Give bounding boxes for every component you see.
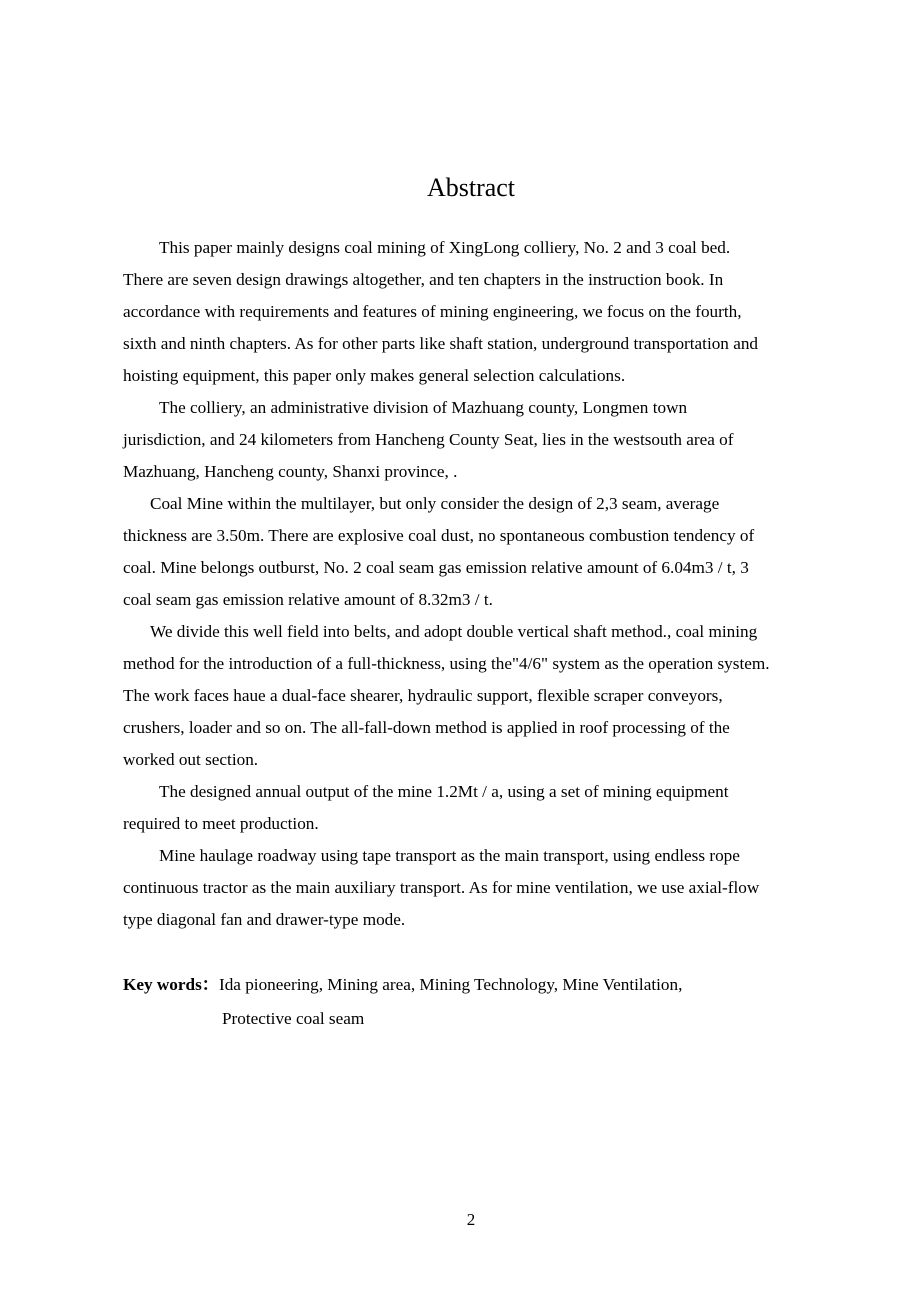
text-line: We divide this well field into belts, and adopt double vertical shaft method., coal mining — [150, 622, 758, 641]
text-line: type diagonal fan and drawer-type mode. — [123, 910, 406, 929]
text-line: coal seam gas emission relative amount of 8.32m3 / t. — [123, 590, 493, 609]
text-line: Mine haulage roadway using tape transport as the main transport, using endless rope — [159, 846, 740, 865]
abstract-body — [123, 232, 833, 936]
text-line: required to meet production. — [123, 814, 319, 833]
keywords-line-1: Ida pioneering, Mining area, Mining Technology, Mine Ventilation, — [218, 975, 683, 994]
text-line: The designed annual output of the mine 1.2Mt / a, using a set of mining equipment — [159, 782, 729, 801]
text-line: coal. Mine belongs outburst, No. 2 coal seam gas emission relative amount of 6.04m3 / t, 3 — [123, 558, 749, 577]
paragraph — [123, 840, 833, 936]
text-line: hoisting equipment, this paper only makes general selection calculations. — [123, 366, 626, 385]
text-line: thickness are 3.50m. There are explosive coal dust, no spontaneous combustion tendency of — [123, 526, 755, 545]
text-line: There are seven design drawings altogether, and ten chapters in the instruction book. In — [123, 270, 724, 289]
text-line: crushers, loader and so on. The all-fall-down method is applied in roof processing of the — [123, 718, 730, 737]
keywords-block — [123, 968, 843, 1036]
text-line: method for the introduction of a full-thickness, using the"4/6" system as the operation system. — [123, 654, 770, 673]
paragraph — [123, 392, 833, 488]
keywords-line-2: Protective coal seam — [222, 1009, 365, 1028]
paragraph — [123, 232, 833, 392]
keywords-label: Key words： — [123, 975, 219, 994]
text-line: Mazhuang, Hancheng county, Shanxi province, . — [123, 462, 458, 481]
paragraph — [123, 776, 833, 840]
text-line: worked out section. — [123, 750, 259, 769]
text-line: jurisdiction, and 24 kilometers from Hancheng County Seat, lies in the westsouth area of — [123, 430, 734, 449]
text-line: continuous tractor as the main auxiliary transport. As for mine ventilation, we use axial-flow — [123, 878, 760, 897]
paragraph — [123, 616, 833, 776]
text-line: This paper mainly designs coal mining of XingLong colliery, No. 2 and 3 coal bed. — [159, 238, 731, 257]
text-line: The work faces haue a dual-face shearer, hydraulic support, flexible scraper conveyors, — [123, 686, 723, 705]
paragraph — [123, 488, 833, 616]
text-line: accordance with requirements and features of mining engineering, we focus on the fourth, — [123, 302, 742, 321]
page-number: 2 — [466, 1210, 476, 1229]
abstract-title: Abstract — [426, 173, 516, 202]
text-line: Coal Mine within the multilayer, but only consider the design of 2,3 seam, average — [150, 494, 720, 513]
text-line: The colliery, an administrative division of Mazhuang county, Longmen town — [159, 398, 688, 417]
text-line: sixth and ninth chapters. As for other parts like shaft station, underground transportation and — [123, 334, 759, 353]
